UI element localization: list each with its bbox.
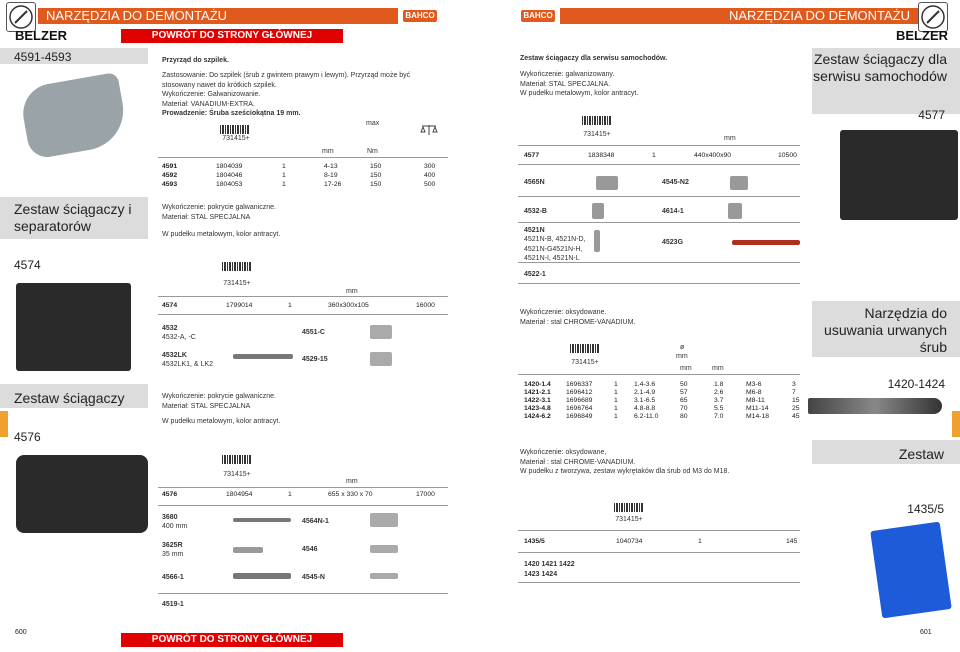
r-s1-item-3: 4532-B	[524, 208, 547, 215]
s2-item-b: 4532LK	[162, 352, 187, 359]
right-header: NARZĘDZIA DO DEMONTAŻU	[560, 8, 918, 24]
r-s1-unit-mm: mm	[724, 135, 736, 142]
r-s1-item-5: 4521N	[524, 227, 545, 234]
r-s2-title: Narzędzia do usuwania urwanych śrub	[824, 305, 947, 355]
s3-item-2b: 35 mm	[162, 551, 184, 558]
puller-case-image	[16, 455, 148, 533]
s3-item-1c: 4564N-1	[302, 518, 329, 525]
r-s2-code: 1420-1424	[887, 377, 945, 391]
s2-pack: W pudełku metalowym, kolor antracyt.	[162, 231, 281, 238]
right-page-number: 601	[920, 629, 932, 636]
bahco-logo-right: BAHCO	[521, 10, 555, 22]
s1-title: Przyrząd do szpilek.	[162, 57, 229, 64]
s2-item-d: 4529-15	[302, 356, 328, 363]
s2-title: Zestaw ściągaczy i separatorów	[14, 201, 132, 234]
s2-item-a-sub: 4532-A, -C	[162, 334, 196, 341]
r-s2-unit-dia: ø	[680, 344, 685, 351]
s3-item-3a: 4566-1	[162, 574, 184, 581]
s2-desc: Wykończenie: pokrycie galwaniczne. Materiał: STAL SPECJALNA	[162, 204, 276, 221]
s2-item-c: 4551-C	[302, 329, 325, 336]
s1-unit-nm: Nm	[367, 148, 378, 155]
s3-item-1a: 3680	[162, 514, 178, 521]
s2-unit-mm: mm	[346, 288, 358, 295]
r-s2-unit-mm3: mm	[712, 365, 724, 372]
s3-item-2a: 3625R	[162, 542, 183, 549]
s2-item-b-sub: 4532LK1, & LK2	[162, 361, 213, 368]
barcode-icon: 731415+	[570, 344, 600, 366]
s1-ean: 731415+	[222, 135, 250, 142]
left-page-number: 600	[15, 629, 27, 636]
r-s1-title: Zestaw ściągaczy dla serwisu samochodów	[813, 51, 947, 84]
s3-desc: Wykończenie: pokrycie galwaniczne. Materiał: STAL SPECJALNA	[162, 393, 276, 410]
r-s1-item-2: 4545-N2	[662, 179, 689, 186]
puller-set-case-image	[16, 283, 131, 371]
weight-icon	[420, 123, 438, 137]
r-s1-subtitle: Zestaw ściągaczy dla serwisu samochodów.	[520, 55, 668, 62]
r-s3-desc: Wykończenie: oksydowane, Materiał : stal CHROME-VANADIUM. W pudełku z tworzywa, zestaw wykrętaków dla śrub od M3 do M18.	[520, 449, 730, 475]
r-s1-item-6: 4523G	[662, 239, 684, 246]
extractor-set-image	[870, 522, 952, 619]
s2-item-a: 4532	[162, 325, 178, 332]
barcode-icon: 731415+	[582, 116, 612, 138]
s3-unit-mm: mm	[346, 478, 358, 485]
barcode-icon: 731415+	[222, 262, 252, 287]
s3-pack: W pudełku metalowym, kolor antracyt.	[162, 418, 281, 425]
s3-title: Zestaw ściągaczy	[14, 390, 125, 406]
barcode-icon: 731415+	[614, 503, 644, 523]
bahco-logo: BAHCO	[403, 10, 437, 22]
r-s2-unit-mm2: mm	[680, 365, 692, 372]
s3-item-3c: 4545-N	[302, 574, 325, 581]
back-button-bottom-left[interactable]: POWRÓT DO STRONY GŁÓWNEJ	[121, 633, 343, 647]
s1-max: max	[366, 120, 380, 127]
s3-code: 4576	[14, 430, 41, 444]
r-s2-unit-mm1: mm	[676, 353, 688, 360]
barcode-icon	[220, 125, 250, 135]
r-s1-item-4: 4614-1	[662, 208, 684, 215]
r-s1-code: 4577	[918, 108, 945, 122]
barcode-icon: 731415+	[222, 455, 252, 478]
s3-item-4a: 4519-1	[162, 601, 184, 608]
s1-code: 4591-4593	[14, 50, 72, 64]
r-s1-item-5-sub: 4521N-B, 4521N-D, 4521N-G4521N-H, 4521N-I, 4521N-L	[524, 236, 586, 262]
s1-desc: Zastosowanie: Do szpilek (śrub z gwintem prawym i lewym). Przyrząd może być stosowany nawet do krótkich szpilek. Wykończenie: Galwanizowanie. Materiał: VANADIUM-EXTRA. Prowadzenie: Śruba sześciokątna 19 mm.	[162, 72, 411, 117]
s3-item-1b: 400 mm	[162, 523, 188, 530]
s2-code: 4574	[14, 258, 41, 272]
s1-unit-mm: mm	[322, 148, 334, 155]
r-s3-title: Zestaw	[898, 446, 944, 462]
r-s3-code: 1435/5	[907, 502, 944, 516]
right-brand: BELZER	[896, 28, 948, 43]
r-s1-item-1: 4565N	[524, 179, 545, 186]
left-brand: BELZER	[15, 28, 67, 43]
r-s1-desc: Wykończenie: galwanizowany. Materiał: STAL SPECJALNA. W pudełku metalowym, kolor antracyt.	[520, 71, 639, 97]
left-header: NARZĘDZIA DO DEMONTAŻU	[38, 8, 398, 24]
auto-puller-set-image	[840, 130, 958, 220]
r-s1-item-7: 4522-1	[524, 271, 546, 278]
r-s2-desc: Wykończenie: oksydowane. Materiał : stal CHROME-VANADIUM.	[520, 309, 636, 326]
r-s3-items: 1420 1421 1422 1423 1424	[524, 561, 575, 578]
s3-item-2c: 4546	[302, 546, 318, 553]
stud-remover-image	[19, 72, 130, 160]
back-button-top-left[interactable]: POWRÓT DO STRONY GŁÓWNEJ	[121, 29, 343, 43]
screw-extractor-image	[808, 398, 942, 414]
